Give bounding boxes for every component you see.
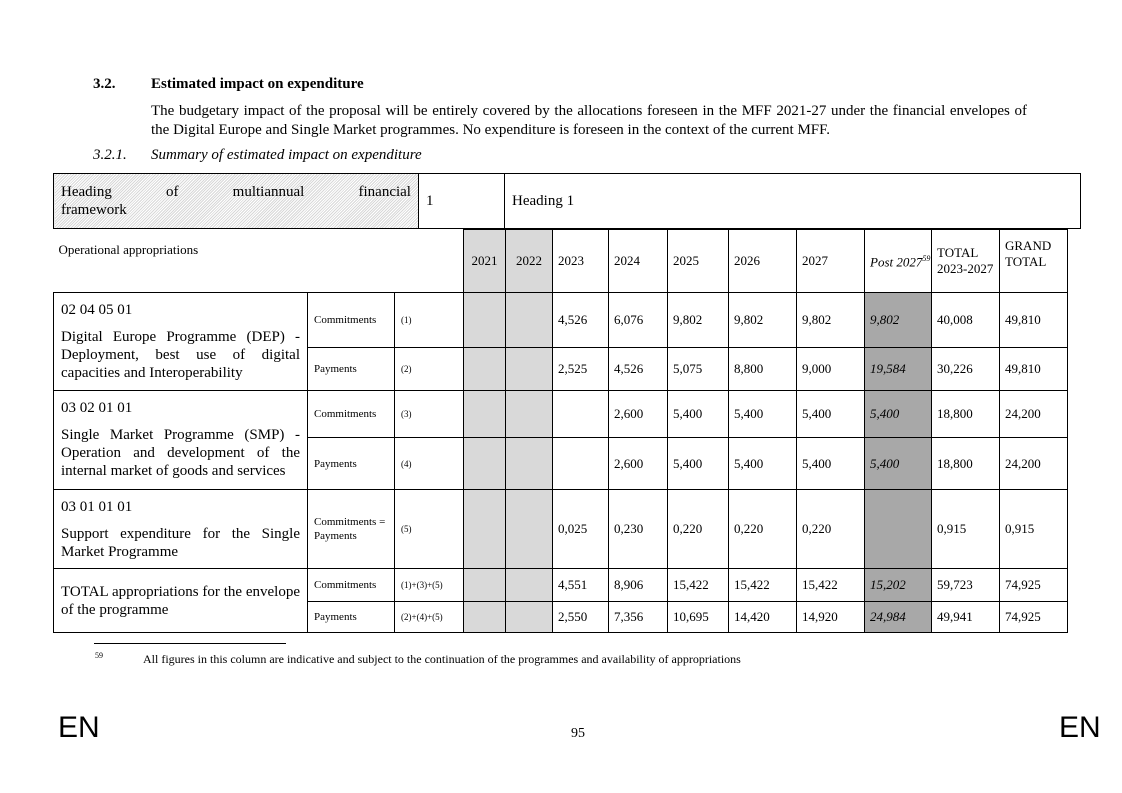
year-value-cell: 2,525 (553, 348, 609, 391)
budget-line-label (54, 490, 308, 569)
total-2023-2027-value: 59,723 (932, 569, 1000, 602)
year-value-cell (464, 348, 506, 391)
year-value-cell: 5,400 (797, 438, 865, 490)
year-header: 2021 (464, 230, 506, 293)
year-value-cell: 5,400 (668, 391, 729, 438)
year-value-cell (464, 391, 506, 438)
post-2027-value (865, 490, 932, 569)
year-value-cell: 8,800 (729, 348, 797, 391)
footnote-number: 59 (95, 651, 103, 660)
reference-code: (3) (395, 391, 464, 438)
budget-line-description: Support expenditure for the Single Market Programme (61, 526, 300, 560)
year-value-cell (506, 293, 553, 348)
year-value-cell (464, 569, 506, 602)
appropriation-type: Payments (308, 438, 395, 490)
section-title: Estimated impact on expenditure (151, 76, 364, 92)
year-value-cell: 2,600 (609, 438, 668, 490)
year-value-cell: 0,220 (797, 490, 865, 569)
year-value-cell: 9,802 (729, 293, 797, 348)
grand-total-header: GRAND TOTAL (1000, 230, 1068, 293)
year-value-cell (506, 569, 553, 602)
reference-code: (1) (395, 293, 464, 348)
post-2027-value: 5,400 (865, 391, 932, 438)
expenditure-table-body (54, 230, 1068, 633)
year-value-cell: 2,550 (553, 602, 609, 633)
total-2023-2027-value: 40,008 (932, 293, 1000, 348)
year-value-cell (506, 391, 553, 438)
year-value-cell: 4,526 (609, 348, 668, 391)
post-2027-value: 5,400 (865, 438, 932, 490)
table-row (54, 293, 1068, 348)
subsection-title: Summary of estimated impact on expenditure (151, 147, 422, 163)
year-value-cell: 9,000 (797, 348, 865, 391)
appropriation-type: Payments (308, 348, 395, 391)
post-2027-value: 19,584 (865, 348, 932, 391)
year-header: 2024 (609, 230, 668, 293)
year-value-cell (506, 602, 553, 633)
grand-total-value: 74,925 (1000, 602, 1068, 633)
total-2023-2027-value: 30,226 (932, 348, 1000, 391)
year-value-cell (506, 490, 553, 569)
year-value-cell: 5,400 (668, 438, 729, 490)
year-value-cell: 0,220 (729, 490, 797, 569)
total-2023-2027-value: 18,800 (932, 438, 1000, 490)
total-2023-2027-value: 0,915 (932, 490, 1000, 569)
year-value-cell: 4,551 (553, 569, 609, 602)
appropriation-type: Commitments (308, 391, 395, 438)
year-value-cell: 4,526 (553, 293, 609, 348)
footnote-marker: 59 (922, 254, 931, 264)
grand-total-value: 49,810 (1000, 348, 1068, 391)
budget-line-label (54, 391, 308, 490)
budget-line-description: Single Market Programme (SMP) - Operation and development of the internal market of goods and services (61, 427, 300, 479)
year-value-cell: 9,802 (668, 293, 729, 348)
total-2023-2027-value: 18,800 (932, 391, 1000, 438)
table-row (54, 391, 1068, 438)
table-row (54, 569, 1068, 602)
year-header: 2025 (668, 230, 729, 293)
appropriation-type: Commitments (308, 569, 395, 602)
year-value-cell: 5,075 (668, 348, 729, 391)
appropriation-type: Commitments = Payments (308, 490, 395, 569)
total-2023-2027-value: 49,941 (932, 602, 1000, 633)
budget-line-code: 02 04 05 01 (61, 302, 133, 318)
budget-line-label (54, 293, 308, 391)
heading-label (54, 174, 419, 229)
year-value-cell (464, 293, 506, 348)
heading-table (53, 173, 1081, 229)
year-value-cell: 0,025 (553, 490, 609, 569)
budget-line-code: 03 02 01 01 (61, 400, 133, 416)
year-value-cell: 2,600 (609, 391, 668, 438)
grand-total-value: 24,200 (1000, 438, 1068, 490)
heading-label-line1 (61, 183, 411, 201)
appropriation-type: Payments (308, 602, 395, 633)
year-value-cell (506, 348, 553, 391)
year-value-cell: 5,400 (797, 391, 865, 438)
appropriation-type: Commitments (308, 293, 395, 348)
year-value-cell (464, 490, 506, 569)
year-value-cell (464, 602, 506, 633)
year-header: 2026 (729, 230, 797, 293)
year-value-cell: 5,400 (729, 391, 797, 438)
grand-total-value: 0,915 (1000, 490, 1068, 569)
year-value-cell: 6,076 (609, 293, 668, 348)
footnote-text: All figures in this column are indicative and subject to the continuation of the programmes and availability of appropriations (143, 652, 741, 666)
total-header: TOTAL 2023-2027 (932, 230, 1000, 293)
reference-code: (1)+(3)+(5) (395, 569, 464, 602)
heading-label-word: multiannual (232, 184, 305, 200)
reference-code: (2)+(4)+(5) (395, 602, 464, 633)
post-2027-value: 24,984 (865, 602, 932, 633)
grand-total-value: 74,925 (1000, 569, 1068, 602)
year-value-cell: 7,356 (609, 602, 668, 633)
year-value-cell: 8,906 (609, 569, 668, 602)
year-value-cell: 14,420 (729, 602, 797, 633)
year-value-cell: 5,400 (729, 438, 797, 490)
year-header: 2022 (506, 230, 553, 293)
budget-line-code: 03 01 01 01 (61, 499, 133, 515)
heading-number: 1 (419, 174, 505, 229)
table-row (54, 490, 1068, 569)
post-2027-header (865, 230, 932, 293)
footnote-separator (94, 643, 286, 644)
year-value-cell (553, 391, 609, 438)
table-header-row (54, 230, 1068, 293)
grand-total-value: 49,810 (1000, 293, 1068, 348)
year-value-cell: 9,802 (797, 293, 865, 348)
year-value-cell: 15,422 (668, 569, 729, 602)
year-value-cell: 14,920 (797, 602, 865, 633)
year-header: 2027 (797, 230, 865, 293)
operational-appropriations-label: Operational appropriations (54, 230, 464, 293)
heading-label-word: financial (358, 184, 411, 200)
heading-label-word: of (166, 184, 179, 200)
year-value-cell: 0,220 (668, 490, 729, 569)
heading-label-word: Heading (61, 184, 112, 200)
year-value-cell: 0,230 (609, 490, 668, 569)
expenditure-table (53, 229, 1068, 633)
year-value-cell (553, 438, 609, 490)
reference-code: (4) (395, 438, 464, 490)
subsection-number: 3.2.1. (93, 147, 127, 163)
post-2027-value: 15,202 (865, 569, 932, 602)
year-value-cell: 15,422 (797, 569, 865, 602)
reference-code: (2) (395, 348, 464, 391)
language-label-left: EN (58, 711, 100, 744)
budget-line-label (54, 569, 308, 633)
heading-name: Heading 1 (505, 174, 1081, 229)
grand-total-value: 24,200 (1000, 391, 1068, 438)
year-header: 2023 (553, 230, 609, 293)
page-number: 95 (571, 726, 585, 741)
heading-label-line2: framework (61, 202, 127, 218)
budget-line-description: Digital Europe Programme (DEP) - Deployment, best use of digital capacities and Interoperability (61, 329, 300, 381)
year-value-cell (506, 438, 553, 490)
section-paragraph: The budgetary impact of the proposal will be entirely covered by the allocations foreseen in the MFF 2021-27 under the financial envelopes of the Digital Europe and Single Market programmes. No expenditure is foreseen in the context of the current MFF. (151, 103, 1027, 138)
section-number: 3.2. (93, 76, 116, 92)
year-value-cell: 10,695 (668, 602, 729, 633)
year-value-cell (464, 438, 506, 490)
post-2027-value: 9,802 (865, 293, 932, 348)
budget-line-description: TOTAL appropriations for the envelope of the programme (61, 583, 300, 618)
language-label-right: EN (1059, 711, 1101, 744)
reference-code: (5) (395, 490, 464, 569)
year-value-cell: 15,422 (729, 569, 797, 602)
post-2027-label: Post 2027 (870, 254, 923, 270)
